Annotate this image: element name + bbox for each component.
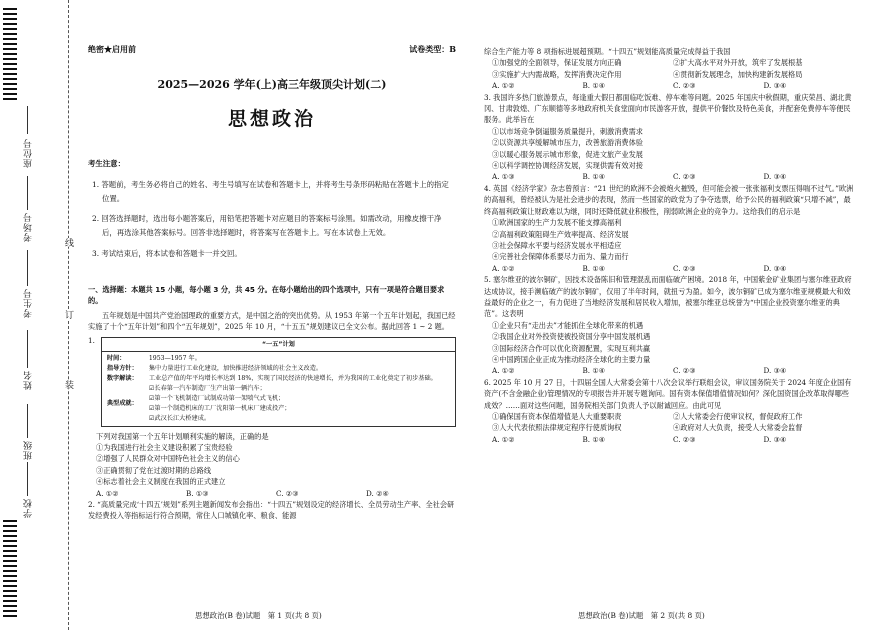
q1-stem: 下列对我国第一个五年计划順利实施的解读，正确的是 xyxy=(96,431,269,441)
option: ①以市场竞争倒逼服务质量提升，刺激消费需求 xyxy=(492,126,643,136)
option: ①为我国进行社会主义建设积累了宝贵经验 xyxy=(96,443,233,453)
answer-choices: A. ①② B. ①④ C. ②③ D. ③④ xyxy=(492,81,787,91)
option: ②我国企业对外投资使被投资国分享中国发展机遇 xyxy=(492,332,651,342)
q5-stem: 5. 塞尔维亚的波尔铜矿，因技术设备陈旧和管理混乱而面临破产困境。2018 年，中国紫金矿业集团与塞尔维亚政府达成协议，接手濒临破产的波尔铜矿，仅用了半年时间，就扭亏为盈。如今，波尔铜矿已成为塞尔维亚规模最大和效益最好的企业之一，有力促进了当地经济发展和居民收入增加，被塞尔维亚总统誉为“中国企业投资塞尔维亚的典范”。这表明 xyxy=(484,275,852,319)
option: ②增强了人民群众对中国特色社会主义的信心 xyxy=(96,454,240,464)
option: ③以暖心服务展示城市形象，促进文旅产业发展 xyxy=(492,149,643,159)
school-label: 学校 xyxy=(24,498,34,518)
table-row: 典型成就： ☑长春第一汽车制造厂生产出第一辆汽车； ☑第一个飞机制造厂试制成功第一架喷气式飞机； ☑第一个制造机床的工厂沈阳第一机床厂建成投产； ☑武汉长江大桥建成。 xyxy=(106,384,291,422)
achievement-item: ☑长春第一汽车制造厂生产出第一辆汽车； xyxy=(148,384,266,392)
cut-label-line: 线 xyxy=(63,238,73,247)
page-footer-left: 思想政治(B 卷)试题 第 1 页(共 8 页) xyxy=(195,611,322,620)
barcode-stripes-top xyxy=(3,8,17,103)
header-row xyxy=(88,44,456,55)
table-row: 数字解读： 工业总产值的年平均增长率达到 18%，实现了国民经济的快速增长，并为我国的工业化奠定了初步基础。 xyxy=(106,374,437,382)
q4-stem: 4. 英国《经济学家》杂志曾预言：“21 世纪的欧洲不会被炮火摧毁，但可能会被一张张福利支票压得喘不过气。”欧洲的高福利，曾经被认为是社会进步的表现，然而一些国家的政党为了争夺选票，给予公民的福利政策“只增不减”，最终高福利政策让财政难以为继，同时还降低就业积极性，削弱欧洲企业的竞争力。这给我们的启示是 xyxy=(484,183,854,216)
answer-choices: A. ①② B. ①④ C. ②③ D. ③④ xyxy=(492,366,787,376)
q2-options: ①加强党的全面领导，保证发展方向正确 ②扩大高水平对外开放，筑牢了发展根基 ③实施扩大内需战略，发挥消费决定作用 ④贯彻新发展理念，加快构建新发展格局 xyxy=(492,58,803,79)
table-row: 时间： 1953—1957 年。 xyxy=(106,354,201,362)
option: ①企业只有“走出去”才能抓住全球化带来的机遇 xyxy=(492,320,644,330)
class-label: 班级 xyxy=(24,440,34,460)
right-column xyxy=(484,46,854,445)
answer-choices: A. ①② B. ①④ C. ②③ D. ③④ xyxy=(492,263,787,273)
page-footer-right: 思想政治(B 卷)试题 第 2 页(共 8 页) xyxy=(578,611,705,620)
q6-stem: 6. 2025 年 10 月 27 日，十四届全国人大常委会第十八次会议举行联组会议，审议国务院关于 2024 年度企业国有资产(不含金融企业)管理情况的专项报告并开展专题询问。国有资本保值增值情况如何？深化国资国企改革取得哪些成效？……面对这些问题，国务院相关部门负责人予以耐诚回应。由此可见 xyxy=(484,377,852,410)
room-number-label: 考场号 xyxy=(24,212,34,242)
notice-item: 3. 考试结束后，将本试卷和答题卡一并交回。 xyxy=(92,248,242,258)
table-title: “一五”计划 xyxy=(102,340,455,352)
intro-paragraph: 五年规划是中国共产党治国理政的重要方式，是中国之治的突出优势。从 1953 年第一个五年计划起，我国已经实施了十个“五年计划”和四个“五年规划”，2025 年 10 月，“十五五”规划建议已全文公布。据此回答 1 ~ 2 题。 xyxy=(88,310,456,332)
option: ④标志着社会主义制度在我国的正式建立 xyxy=(96,477,226,487)
subject-title: 思想政治 xyxy=(227,108,316,130)
paper-type: 试卷类型：B xyxy=(409,44,456,54)
class-line xyxy=(27,404,28,438)
school-line xyxy=(27,462,28,496)
candidate-number-line xyxy=(27,250,28,286)
cut-label-mount: 装 xyxy=(63,380,73,389)
secret-mark: 绝密★启用前 xyxy=(88,44,136,54)
q2-continuation: 综合生产能力等 8 项指标进展超预期。“十四五”规划能高质量完成得益于我国 xyxy=(484,47,731,56)
answer-choices: A. ①② B. ①③ C. ②③ D. ②④ xyxy=(96,488,389,498)
cut-label-bind: 订 xyxy=(63,310,73,319)
notice-item: 1. 答题前，考生务必将自己的姓名、考生号填写在试卷和答题卡上，并将考生号条形码粘贴在答题卡上的指定位置。 xyxy=(92,180,449,203)
notice-item: 2. 回答选择题时，选出每小题答案后，用铅笔把答题卡对应题目的答案标号涂黑。如需改动，用橡皮擦干净后，再选涂其他答案标号。回答非选择题时，将答案写在答题卡上。写在本试卷上无效。 xyxy=(92,214,442,237)
seat-number-label: 座位号 xyxy=(24,138,34,168)
room-number-line xyxy=(27,176,28,210)
seat-number-line xyxy=(27,106,28,134)
q3-stem: 3. 我国许多热门旅游景点，每逢重大假日都面临吃饭难、停车难等问题。2025 年国庆中秋假期，重庆荣昌、湖北黄冈、甘肃敦煌、广东顺德等多地政府机关食堂面向市民游客开放，提供平价餐饮及特色美食，并配套免费停车等便民服务。此举旨在 xyxy=(484,92,852,125)
option: ④以科学调控协调经济发展，实现供需有效对接 xyxy=(492,161,643,171)
exam-title: 2025—2026 学年(上)高三年级顶尖计划(二) xyxy=(157,78,387,91)
q6-options: ①确保国有资本保值增值是人大重要职责 ②人大常委会行使审议权，督促政府工作 ③人大代表依照法律规定程序行使质询权 ④政府对人大负责，接受人大常委会监督 xyxy=(492,412,803,433)
option: ③国际经济合作可以优化资源配置，实现互利共赢 xyxy=(492,343,651,353)
option: ①欧洲国家的生产力发展不能支撑高福利 xyxy=(492,218,622,228)
option: ④完善社会保障体系要尽力而为、量力而行 xyxy=(492,252,629,262)
table-row: 指导方针： 集中力量进行工业化建设，加快推进经济领域的社会主义改造。 xyxy=(106,364,323,372)
option: ②高福利政策阻碍生产效率提高、经济发展 xyxy=(492,229,629,239)
notice-heading: 考生注意： xyxy=(88,159,125,169)
left-column xyxy=(88,284,456,522)
option: ③社会保障水平要与经济发展水平相适应 xyxy=(492,240,622,250)
binding-strip xyxy=(0,0,72,630)
option: ②以资源共享缓解城市压力，改善旅游消费体验 xyxy=(492,138,643,148)
option: ④中国跨国企业正成为推动经济全球化的主要力量 xyxy=(492,354,651,364)
option: ③正确贯彻了党在过渡时期的总路线 xyxy=(96,465,212,475)
q1-number: 1. xyxy=(88,335,95,345)
achievement-item: ☑第一个制造机床的工厂沈阳第一机床厂建成投产； xyxy=(148,404,291,412)
q2-stem: 2. “高质量完成‘十四五’规划”系列主题新闻发布会指出：“十四五”规划设定的经济增长、全员劳动生产率、全社会研发经费投入等指标运行符合预期，常住人口城镇化率、粮食、能源 xyxy=(88,500,455,521)
candidate-number-label: 考生号 xyxy=(24,288,34,318)
name-label: 姓名 xyxy=(24,370,34,390)
barcode-stripes-bottom xyxy=(3,520,17,620)
answer-choices: A. ①③ B. ①④ C. ②③ D. ③④ xyxy=(492,172,787,182)
achievement-item: ☑武汉长江大桥建成。 xyxy=(148,414,211,422)
name-line xyxy=(27,330,28,368)
section-heading: 一、选择题：本题共 15 小题，每小题 3 分，共 45 分。在每小题给出的四个选项中，只有一项是符合题目要求的。 xyxy=(88,285,445,306)
answer-choices: A. ①② B. ①④ C. ②③ D. ③④ xyxy=(492,434,787,444)
plan-table xyxy=(101,337,456,427)
notice-block xyxy=(88,150,456,267)
achievement-item: ☑第一个飞机制造厂试制成功第一架喷气式飞机； xyxy=(148,394,285,402)
